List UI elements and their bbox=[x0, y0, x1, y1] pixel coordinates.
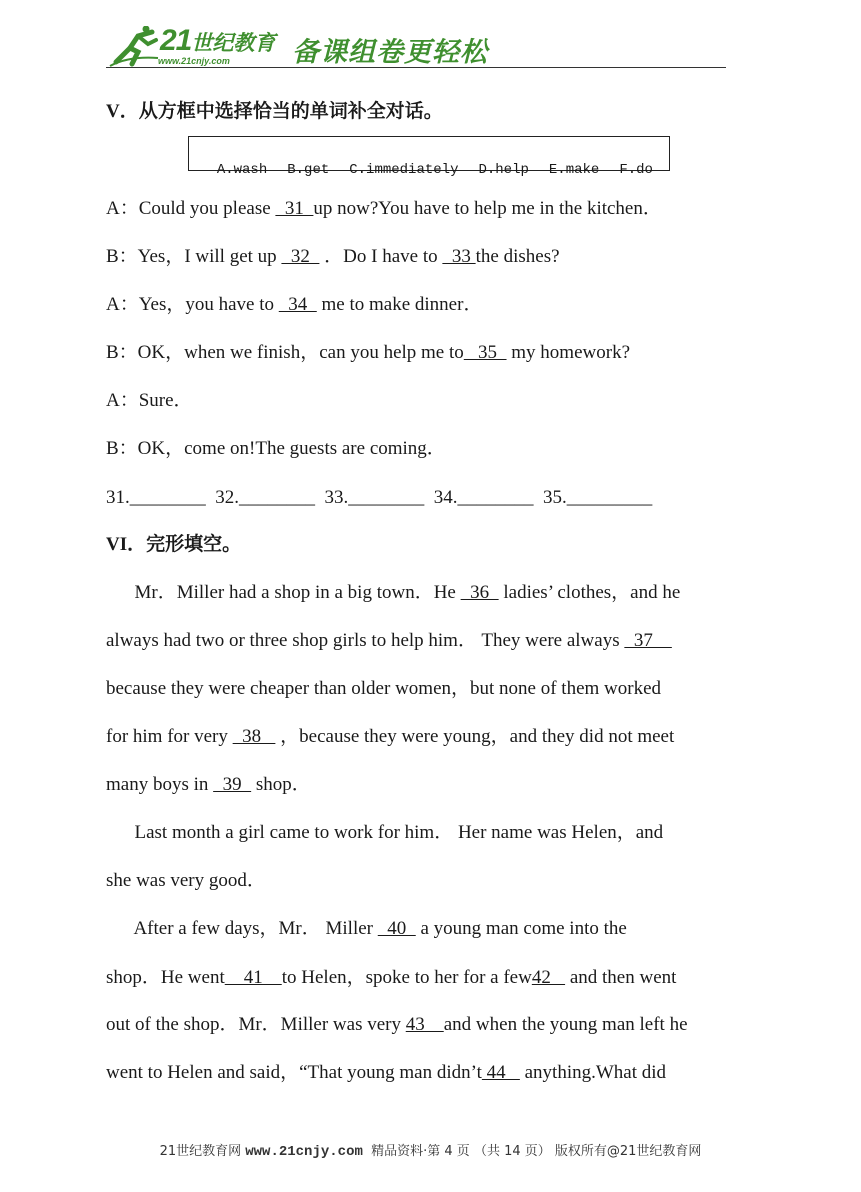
option-c: C.immediately bbox=[349, 162, 459, 178]
page-footer bbox=[0, 1140, 861, 1160]
passage-line: out of the shop．Mr．Miller was very 43 and when the young man left he bbox=[106, 1014, 688, 1035]
blank-39: 39 bbox=[213, 774, 252, 795]
brand-name: 世纪教育 bbox=[191, 32, 276, 55]
blank-35: 35 bbox=[463, 342, 507, 363]
brand-number: 21 bbox=[160, 24, 192, 57]
blank-38: 38 bbox=[232, 726, 276, 747]
passage-line: shop．He went 41 to Helen，spoke to her for a few42 and then went bbox=[106, 967, 677, 988]
dialogue-line: B：Yes，I will get up 32 ．Do I have to 33 the dishes? bbox=[106, 246, 560, 267]
passage-line: went to Helen and said，“That young man didn’t 44 anything.What did bbox=[106, 1062, 667, 1083]
word-options bbox=[200, 146, 673, 178]
footer-page-info: 精品资料·第 4 页 （共 14 页） 版权所有@21世纪教育网 bbox=[362, 1144, 702, 1159]
blank-41: 41 bbox=[224, 967, 282, 988]
blank-42: 42 bbox=[531, 967, 566, 988]
option-d: D.help bbox=[478, 162, 529, 178]
answer-blanks bbox=[106, 486, 652, 510]
footer-url: www.21cnjy.com bbox=[245, 1144, 363, 1160]
brand-logo bbox=[160, 24, 275, 58]
blank-32: 32 bbox=[281, 246, 320, 267]
passage-line: Last month a girl came to work for him． Her name was Helen，and bbox=[106, 822, 664, 843]
passage-line: for him for very 38 ，because they were young，and they did not meet bbox=[106, 726, 675, 747]
dialogue-line: B：OK，come on!The guests are coming． bbox=[106, 438, 446, 459]
section-v-title: V．从方框中选择恰当的单词补全对话。 bbox=[106, 101, 443, 122]
passage-line: she was very good． bbox=[106, 870, 266, 891]
section-vi-title: VI．完形填空。 bbox=[106, 534, 242, 555]
blank-34: 34 bbox=[278, 294, 317, 315]
brand-url: www.21cnjy.com bbox=[158, 56, 230, 66]
blank-40: 40 bbox=[377, 918, 416, 939]
passage-line: always had two or three shop girls to help him． They were always 37 bbox=[106, 630, 672, 651]
passage-line: many boys in 39 shop． bbox=[106, 774, 311, 795]
header-divider bbox=[106, 67, 726, 68]
dialogue-line: A：Yes，you have to 34 me to make dinner． bbox=[106, 294, 483, 315]
header-slogan: 备课组卷更轻松 bbox=[292, 37, 488, 68]
passage-line: After a few days，Mr． Miller 40 a young man come into the bbox=[106, 918, 627, 939]
blank-37: 37 bbox=[624, 630, 672, 651]
dialogue-line: B：OK，when we finish，can you help me to 35 my homework? bbox=[106, 342, 631, 363]
blank-31: 31 bbox=[275, 198, 314, 219]
blank-43: 43 bbox=[405, 1014, 444, 1035]
option-f: F.do bbox=[619, 162, 653, 178]
answer-35: 35._________ bbox=[543, 487, 653, 508]
footer-site: 21世纪教育网 bbox=[159, 1144, 246, 1159]
dialogue-line: A：Could you please 31 up now?You have to help me in the kitchen． bbox=[106, 198, 662, 219]
blank-33: 33 bbox=[442, 246, 476, 267]
dialogue-line: A：Sure． bbox=[106, 390, 193, 411]
answer-33: 33.________ bbox=[324, 487, 425, 508]
runner-logo-icon bbox=[108, 26, 160, 68]
passage-line: Mr．Miller had a shop in a big town．He 36 ladies’ clothes，and he bbox=[106, 582, 681, 603]
answer-32: 32.________ bbox=[215, 487, 315, 508]
passage-line: because they were cheaper than older women，but none of them worked bbox=[106, 678, 662, 699]
blank-44: 44 bbox=[481, 1062, 520, 1083]
answer-34: 34.________ bbox=[433, 487, 534, 508]
option-a: A.wash bbox=[216, 162, 268, 178]
option-e: E.make bbox=[548, 162, 600, 178]
option-b: B.get bbox=[287, 162, 330, 178]
answer-31: 31.________ bbox=[106, 487, 206, 508]
blank-36: 36 bbox=[460, 582, 499, 603]
